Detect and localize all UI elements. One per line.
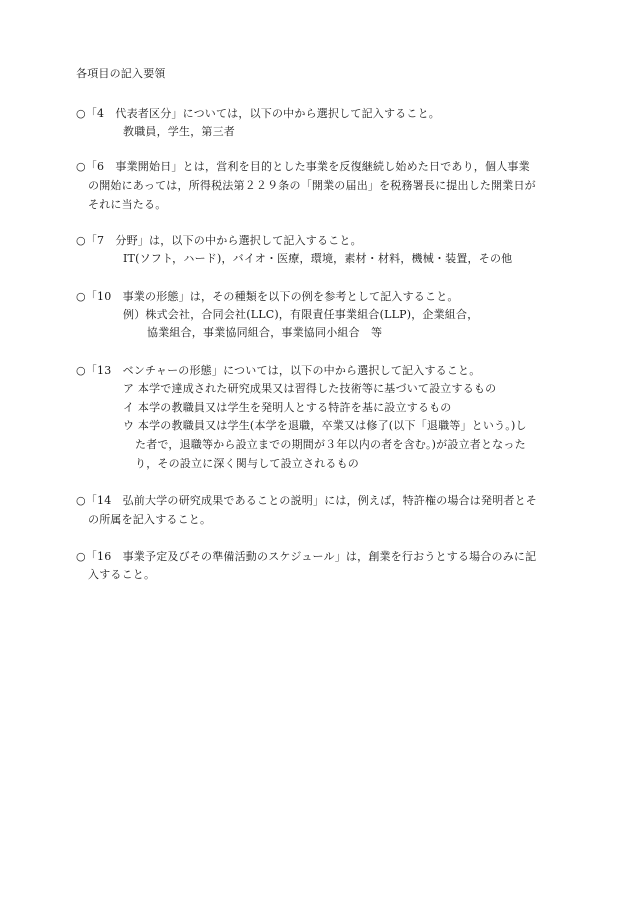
item-10-line-3: 協業組合，事業協同組合，事業協同小組合 等 (147, 326, 383, 339)
item-16-line-2: 入すること。 (88, 568, 156, 581)
item-10-line-1: ○「10 事業の形態」は，その種類を以下の例を参考として記入すること。 (76, 290, 459, 303)
item-6-line-1: ○「6 事業開始日」とは，営利を目的とした事業を反復継続し始めた日であり，個人事業 (76, 160, 530, 173)
item-13-line-6: り，その設立に深く関与して設立されるもの (135, 457, 359, 470)
item-7-line-1: ○「7 分野」は，以下の中から選択して記入すること。 (76, 234, 362, 247)
item-4-line-2: 教職員，学生，第三者 (123, 125, 235, 138)
item-10-line-2: 例）株式会社，合同会社(LLC)，有限責任事業組合(LLP)，企業組合， (123, 308, 479, 321)
item-13-line-5: た者で，退職等から設立までの期間が３年以内の者を含む。)が設立者となった (135, 438, 526, 451)
item-6-line-3: それに当たる。 (88, 198, 167, 211)
item-7-line-2: IT(ソフト，ハード)，バイオ・医療，環境，素材・材料，機械・装置，その他 (123, 252, 513, 265)
item-16-line-1: ○「16 事業予定及びその準備活動のスケジュール」は，創業を行おうとする場合のみに記 (76, 550, 537, 563)
item-13-line-4: ウ 本学の教職員又は学生(本学を退職，卒業又は修了(以下「退職等」という。)し (123, 419, 527, 432)
item-6-line-2: の開始にあっては，所得税法第２２９条の「開業の届出」を税務署長に提出した開業日が (88, 179, 536, 192)
item-13-line-2: ア 本学で達成された研究成果又は習得した技術等に基づいて設立するもの (123, 382, 497, 395)
item-4-line-1: ○「4 代表者区分」については，以下の中から選択して記入すること。 (76, 107, 440, 120)
item-14-line-1: ○「14 弘前大学の研究成果であることの説明」には，例えば，特許権の場合は発明者とそ (76, 494, 537, 507)
page-title: 各項目の記入要領 (76, 67, 166, 80)
item-13-line-1: ○「13 ベンチャーの形態」については，以下の中から選択して記入すること。 (76, 364, 481, 377)
item-14-line-2: の所属を記入すること。 (88, 513, 212, 526)
item-13-line-3: イ 本学の教職員又は学生を発明人とする特許を基に設立するもの (123, 401, 452, 414)
